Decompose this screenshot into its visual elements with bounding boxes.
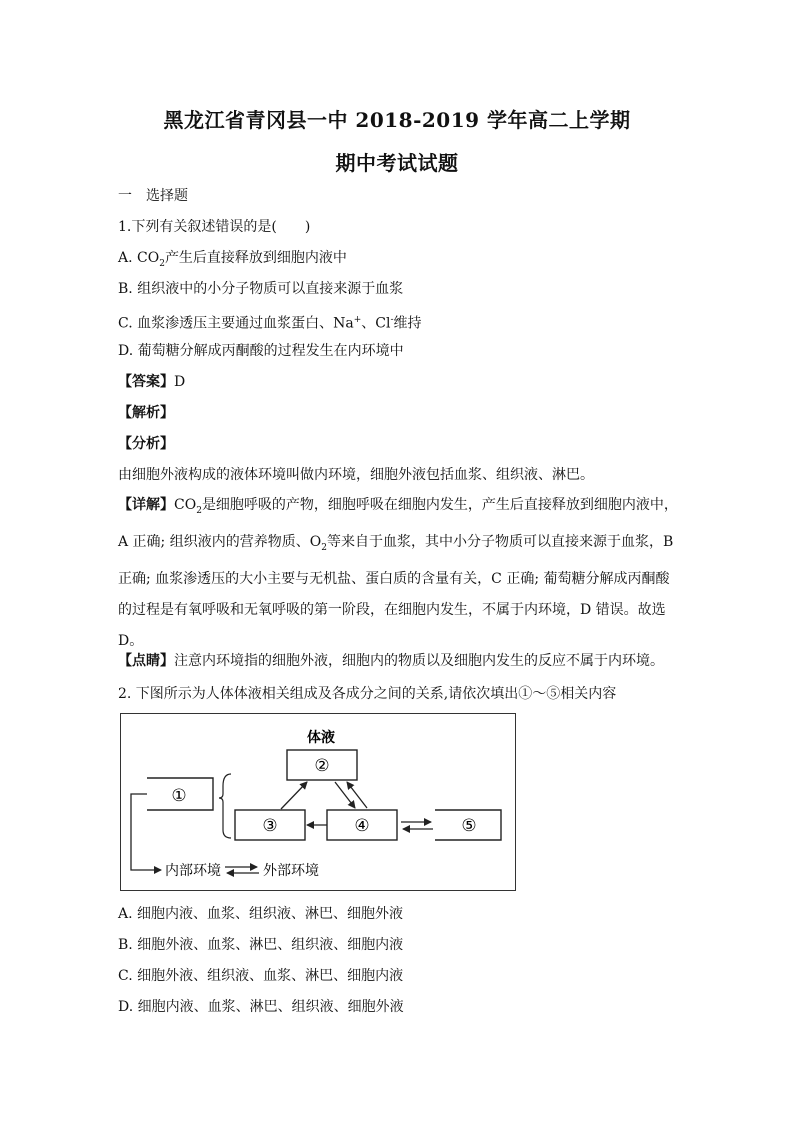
section-heading: 一 选择题 — [118, 188, 188, 204]
q2-option-d: D. 细胞内液、血浆、淋巴、组织液、细胞外液 — [118, 999, 404, 1015]
q1-analysis-label: 【解析】 — [118, 405, 174, 421]
arrow-4-to-2 — [347, 782, 367, 808]
q2-option-c: C. 细胞外液、组织液、血浆、淋巴、细胞内液 — [118, 968, 404, 984]
q1-stem: 1.下列有关叙述错误的是( ) — [118, 219, 311, 235]
brace — [219, 774, 231, 838]
q2-option-b: B. 细胞外液、血浆、淋巴、组织液、细胞内液 — [118, 937, 404, 953]
page-title-line1: 黑龙江省青冈县一中 2018-2019 学年高二上学期 — [163, 108, 631, 132]
body-fluid-diagram — [120, 713, 516, 891]
q2-stem: 2. 下图所示为人体体液相关组成及各成分之间的关系,请依次填出①～⑤相关内容 — [118, 686, 617, 702]
box-1-label: ① — [171, 786, 187, 806]
arrow-1-to-internal — [131, 794, 161, 870]
arrow-2-to-4 — [335, 782, 355, 808]
diagram-canvas — [121, 714, 517, 892]
box-4-label: ④ — [354, 816, 370, 836]
q1-option-b: B. 组织液中的小分子物质可以直接来源于血浆 — [118, 281, 404, 297]
q1-fenxi-text: 由细胞外液构成的液体环境叫做内环境，细胞外液包括血浆、组织液、淋巴。 — [118, 467, 594, 483]
q1-detail-paragraph: 【详解】$CO_2$是细胞呼吸的产物，细胞呼吸在细胞内发生，产生后直接释放到细胞内液中，A 正确; 组织液内的营养物质、$O_2$等来自于血浆，其中小分子物质可以直接来源于血浆，B 正确; 血浆渗透压的大小主要与无机盐、蛋白质的含量有关，C 正确; 葡萄糖分解成丙酮酸的过程是有氧呼吸和无氧呼吸的第一阶段，在细胞内发生，不属于内环境，D 错误。故选 D。 — [118, 497, 678, 649]
box-2-label: ② — [314, 756, 330, 776]
q1-option-c: C. 血浆渗透压主要通过血浆蛋白、Na+、Cl-维持 — [118, 315, 422, 332]
q2-option-a: A. 细胞内液、血浆、组织液、淋巴、细胞外液 — [118, 906, 404, 922]
internal-environment-label: 内部环境 — [165, 863, 221, 879]
q1-option-a: A. $CO_2$产生后直接释放到细胞内液中 — [118, 250, 347, 269]
box-3-label: ③ — [262, 816, 278, 836]
q1-answer: 【答案】D — [118, 374, 186, 390]
page-title-line2: 期中考试试题 — [335, 151, 459, 175]
q1-tip: 【点睛】注意内环境指的细胞外液，细胞内的物质以及细胞内发生的反应不属于内环境。 — [118, 653, 664, 669]
box-5-label: ⑤ — [461, 816, 477, 836]
external-environment-label: 外部环境 — [263, 863, 319, 879]
arrow-3-to-2 — [281, 782, 307, 809]
diagram-top-label: 体液 — [307, 730, 335, 746]
q1-fenxi-label: 【分析】 — [118, 436, 174, 452]
q1-option-d: D. 葡萄糖分解成丙酮酸的过程发生在内环境中 — [118, 343, 404, 359]
